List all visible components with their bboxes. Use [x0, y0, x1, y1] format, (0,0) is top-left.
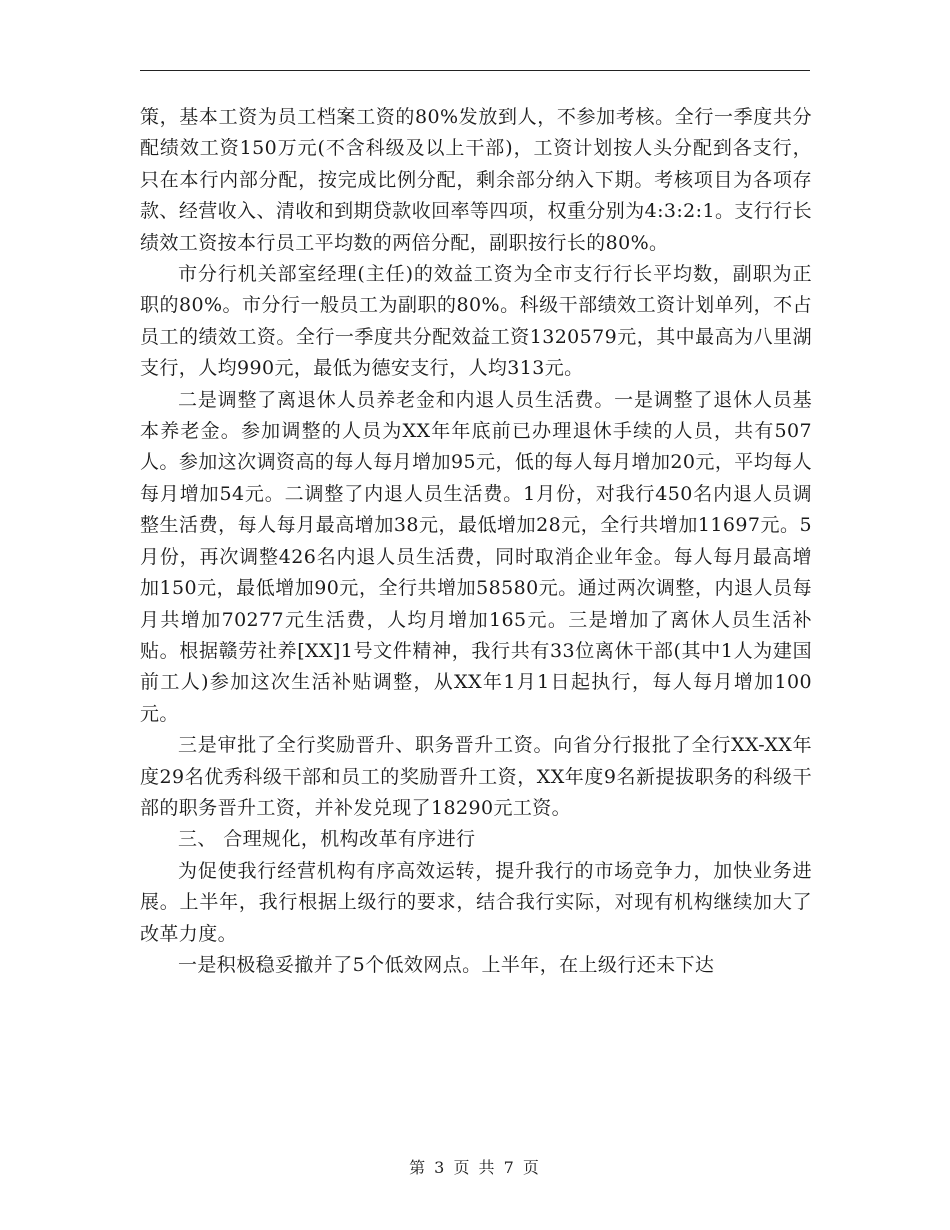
paragraph-branch-merge: 一是积极稳妥撤并了5个低效网点。上半年，在上级行还未下达 — [178, 953, 715, 976]
paragraph-institution-reform: 为促使我行经营机构有序高效运转，提升我行的市场竞争力，加快业务进展。上半年，我行根据上级行的要求，结合我行实际，对现有机构继续加大了改革力度。 — [140, 859, 812, 945]
paragraph-retiree-adjustment: 二是调整了离退休人员养老金和内退人员生活费。一是调整了退休人员基本养老金。参加调整的人员为XX年年底前已办理退休手续的人员，共有507人。参加这次调资高的每人每月增加95元，低的每人每月增加20元，平均每人每月增加54元。二调整了内退人员生活费。1月份，对我行450名内退人员调整生活费，每人每月最高增加38元，最低增加28元，全行共增加11697元。5月份，再次调整426名内退人员生活费，同时取消企业年金。每人每月最高增加150元，最低增加90元，全行共增加58580元。通过两次调整，内退人员每月共增加70277元生活费，人均月增加165元。三是增加了离休人员生活补贴。根据赣劳社养[XX]1号文件精神，我行共有33位离休干部(其中1人为建国前工人)参加这次生活补贴调整，从XX年1月1日起执行，每人每月增加100元。 — [140, 388, 812, 725]
page-number-footer: 第 3 页 共 7 页 — [409, 1158, 541, 1177]
paragraph-continuation: 策，基本工资为员工档案工资的80%发放到人，不参加考核。全行一季度共分配绩效工资150万元(不含科级及以上干部)，工资计划按人头分配到各支行，只在本行内部分配，按完成比例分配，剩余部分纳入下期。考核项目为各项存款、经营收入、清收和到期贷款收回率等四项，权重分别为4:3:2:1。支行行长绩效工资按本行员工平均数的两倍分配，副职按行长的80%。 — [140, 106, 812, 254]
paragraph-promotion-pay: 三是审批了全行奖励晋升、职务晋升工资。向省分行报批了全行XX-XX年度29名优秀科级干部和员工的奖励晋升工资，XX年度9名新提拔职务的科级干部的职务晋升工资，并补发兑现了18290元工资。 — [140, 734, 812, 819]
document-body — [140, 102, 812, 981]
paragraph-branch-office-pay: 市分行机关部室经理(主任)的效益工资为全市支行行长平均数，副职为正职的80%。市分行一般员工为副职的80%。科级干部绩效工资计划单列，不占员工的绩效工资。全行一季度共分配效益工资1320579元，其中最高为八里湖支行，人均990元，最低为德安支行，人均313元。 — [140, 263, 812, 380]
header-rule — [140, 70, 810, 71]
section-heading: 三、 合理规化，机构改革有序进行 — [178, 828, 476, 851]
